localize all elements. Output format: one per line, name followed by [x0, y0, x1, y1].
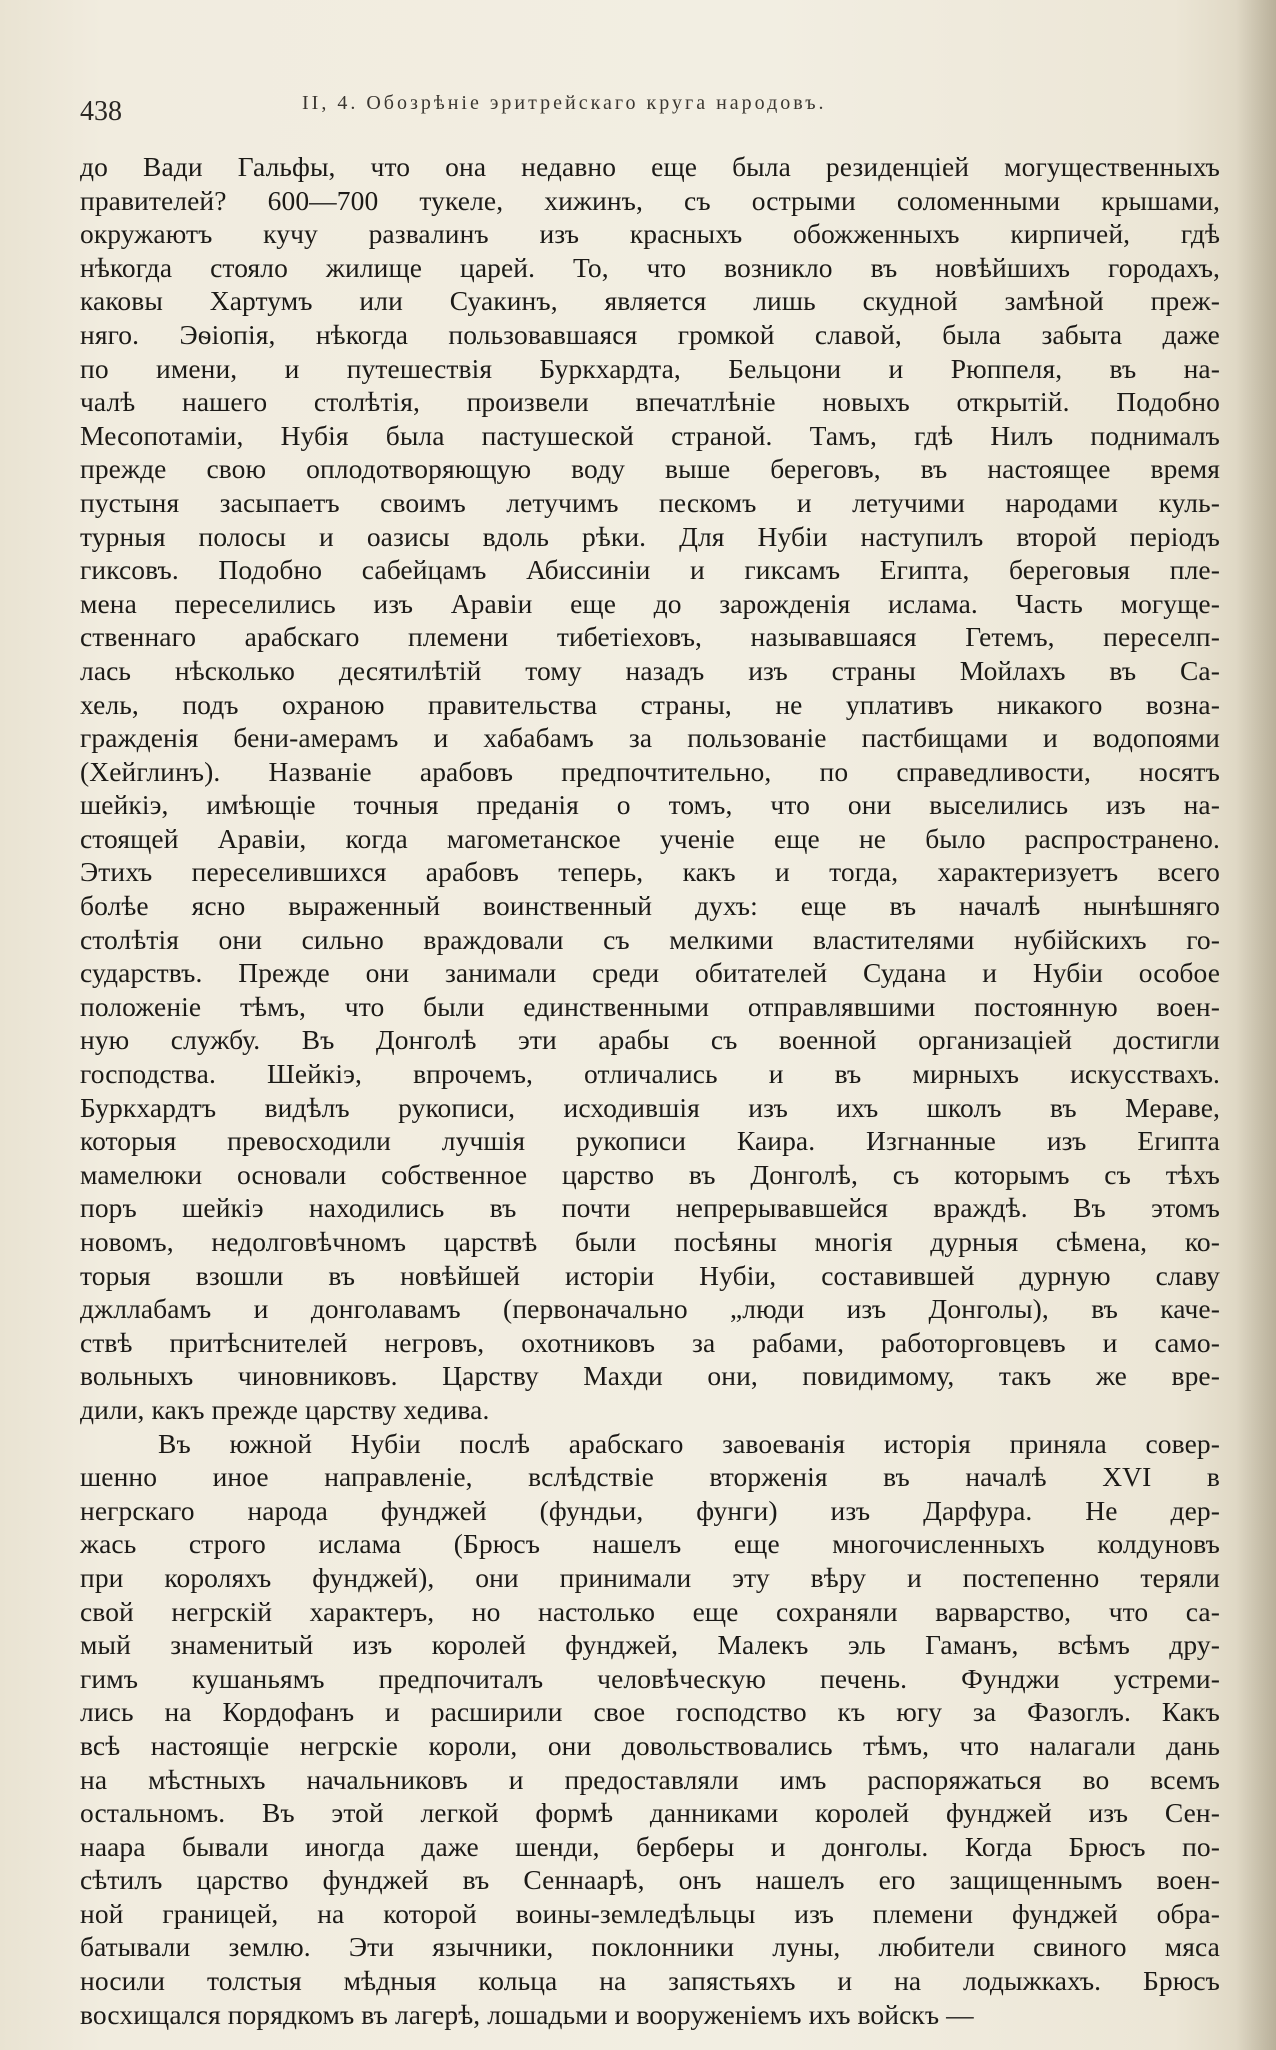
text-line: ствѣ притѣснителей негровъ, охотниковъ за рабами, работорговцевъ и само- — [80, 1326, 1220, 1358]
text-line: сѣтилъ царство фунджей въ Сеннаарѣ, онъ нашелъ его защищеннымъ воен- — [80, 1864, 1220, 1896]
text-line: нѣкогда стояло жилище царей. То, что возникло въ новѣйшихъ городахъ, — [80, 251, 1220, 283]
text-line: положеніе тѣмъ, что были единственными отправлявшими постоянную воен- — [80, 990, 1220, 1022]
text-line: до Вади Гальфы, что она недавно еще была резиденціей могущественныхъ — [80, 151, 1220, 182]
text-line: правителей? 600—700 тукеле, хижинъ, съ острыми соломенными крышами, — [80, 184, 1220, 216]
text-line: пустыня засыпаетъ своимъ летучимъ пескомъ и летучими народами куль- — [80, 486, 1220, 518]
text-line: мамелюки основали собственное царство въ Донголѣ, съ которымъ съ тѣхъ — [80, 1158, 1220, 1190]
text-line: носили толстыя мѣдныя кольца на запястьяхъ и на лодыжкахъ. Брюсъ — [80, 1965, 1220, 1997]
text-line: ную службу. Въ Донголѣ эти арабы съ военной организаціей достигли — [80, 1024, 1220, 1056]
text-line: по имени, и путешествія Буркхардта, Бельцони и Рюппеля, въ на- — [80, 352, 1220, 384]
text-line: мый знаменитый изъ королей фунджей, Малекъ эль Гаманъ, всѣмъ дру- — [80, 1629, 1220, 1661]
text-line: Буркхардтъ видѣлъ рукописи, исходившія изъ ихъ школъ въ Мераве, — [80, 1091, 1220, 1123]
text-line: наара бывали иногда даже шенди, берберы и донголы. Когда Брюсъ по- — [80, 1830, 1220, 1862]
text-line: столѣтія они сильно враждовали съ мелкими властителями нубійскихъ го- — [80, 923, 1220, 955]
text-line: свой негрскій характеръ, но настолько еще сохраняли варварство, что са- — [80, 1595, 1220, 1627]
text-line: сударствъ. Прежде они занимали среди обитателей Судана и Нубіи особое — [80, 957, 1220, 989]
text-line: ственнаго арабскаго племени тибетіеховъ, называвшаяся Гетемъ, переселп- — [80, 621, 1220, 653]
text-line: болѣе ясно выраженный воинственный духъ: еще въ началѣ нынѣшняго — [80, 890, 1220, 922]
text-line: при короляхъ фунджей), они принимали эту вѣру и постепенно теряли — [80, 1561, 1220, 1593]
text-line: ной границей, на которой воины-земледѣльцы изъ племени фунджей обра- — [80, 1897, 1220, 1929]
text-line: вольныхъ чиновниковъ. Царству Махди они, повидимому, такъ же вре- — [80, 1360, 1220, 1392]
page-number: 438 — [80, 96, 122, 127]
text-line: жась строго ислама (Брюсъ нашелъ еще многочисленныхъ колдуновъ — [80, 1528, 1220, 1560]
text-line: Этихъ переселившихся арабовъ теперь, какъ и тогда, характеризуетъ всего — [80, 856, 1220, 888]
body-text — [80, 150, 1220, 2031]
text-line: шейкіэ, имѣющіе точныя преданія о томъ, что они выселились изъ на- — [80, 789, 1220, 821]
text-line: прежде свою оплодотворяющую воду выше береговъ, въ настоящее время — [80, 453, 1220, 485]
text-line: каковы Хартумъ или Суакинъ, является лишь скудной замѣной преж- — [80, 285, 1220, 317]
text-line: Месопотаміи, Нубія была пастушеской страной. Тамъ, гдѣ Нилъ поднималъ — [80, 419, 1220, 451]
text-line: чалѣ нашего столѣтія, произвели впечатлѣніе новыхъ открытій. Подобно — [80, 386, 1220, 418]
text-line: (Хейглинъ). Названіе арабовъ предпочтительно, по справедливости, носятъ — [80, 755, 1220, 787]
text-line: хель, подъ охраною правительства страны, не уплативъ никакого возна- — [80, 688, 1220, 720]
text-line: джллабамъ и донголавамъ (первоначально „люди изъ Донголы), въ каче- — [80, 1293, 1220, 1325]
text-line: гиксовъ. Подобно сабейцамъ Абиссиніи и гиксамъ Египта, береговыя пле- — [80, 554, 1220, 586]
text-line: на мѣстныхъ начальниковъ и предоставляли имъ распоряжаться во всемъ — [80, 1763, 1220, 1795]
text-line: няго. Эѳіопія, нѣкогда пользовавшаяся громкой славой, была забыта даже — [80, 318, 1220, 350]
text-line: окружаютъ кучу развалинъ изъ красныхъ обожженныхъ кирпичей, гдѣ — [80, 218, 1220, 250]
text-line: поръ шейкіэ находились въ почти непрерывавшейся враждѣ. Въ этомъ — [80, 1192, 1220, 1224]
text-line: господства. Шейкіэ, впрочемъ, отличались и въ мирныхъ искусствахъ. — [80, 1058, 1220, 1090]
text-line: стоящей Аравіи, когда магометанское ученіе еще не было распространено. — [80, 822, 1220, 854]
text-line: дили, какъ прежде царству хедива. — [80, 1393, 490, 1425]
text-line: восхищался порядкомъ въ лагерѣ, лошадьми и вооруженіемъ ихъ войскъ — — [80, 1998, 974, 2030]
page-gutter-shadow — [1236, 0, 1276, 2050]
text-line: новомъ, недолговѣчномъ царствѣ были посѣяны многія дурныя сѣмена, ко- — [80, 1226, 1220, 1257]
text-line: турныя полосы и оазисы вдоль рѣки. Для Нубіи наступилъ второй періодъ — [80, 520, 1220, 552]
page-header — [80, 92, 1210, 132]
text-line: гимъ кушаньямъ предпочиталъ человѣческую печень. Фунджи устреми- — [80, 1662, 1220, 1694]
text-line: Въ южной Нубіи послѣ арабскаго завоеванія исторія приняла совер- — [158, 1427, 1220, 1459]
text-line: которыя превосходили лучшія рукописи Каира. Изгнанные изъ Египта — [80, 1125, 1220, 1157]
text-line: остальномъ. Въ этой легкой формѣ данниками королей фунджей изъ Сен- — [80, 1797, 1220, 1829]
text-line: лась нѣсколько десятилѣтій тому назадъ изъ страны Мойлахъ въ Са- — [80, 654, 1220, 686]
text-line: лись на Кордофанъ и расширили свое господство къ югу за Фазоглъ. Какъ — [80, 1696, 1220, 1728]
paragraph — [80, 1427, 1220, 2032]
paragraph — [80, 150, 1220, 1427]
text-line: шенно иное направленіе, вслѣдствіе вторженія въ началѣ XVI в — [80, 1461, 1220, 1493]
text-line: гражденія бени-амерамъ и хабабамъ за пользованіе пастбищами и водопоями — [80, 722, 1220, 754]
text-line: всѣ настоящіе негрскіе короли, они довольствовались тѣмъ, что налагали дань — [80, 1729, 1220, 1761]
text-line: торыя взошли въ новѣйшей исторіи Нубіи, составившей дурную славу — [80, 1259, 1220, 1291]
running-head: II, 4. Обозрѣніе эритрейскаго круга народовъ. — [302, 92, 827, 114]
text-line: батывали землю. Эти язычники, поклонники луны, любители свиного мяса — [80, 1931, 1220, 1963]
text-line: негрскаго народа фунджей (фундьи, фунги) изъ Дарфура. Не дер- — [80, 1494, 1220, 1526]
text-line: мена переселились изъ Аравіи еще до зарожденія ислама. Часть могуще- — [80, 587, 1220, 619]
